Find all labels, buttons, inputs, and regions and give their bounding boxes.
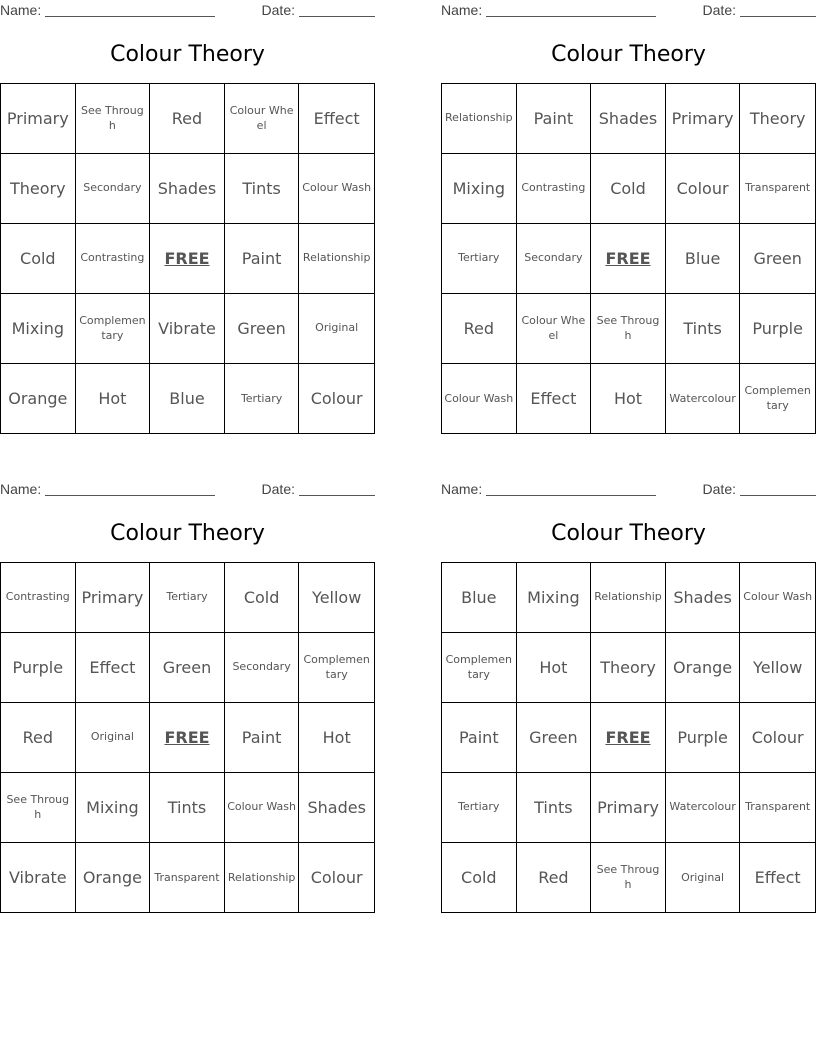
bingo-cell: See Through [76, 84, 151, 154]
bingo-cell: Cold [442, 843, 517, 913]
card-title: Colour Theory [110, 42, 265, 67]
name-field [441, 481, 656, 497]
bingo-cell: Paint [225, 703, 300, 773]
bingo-cell: Secondary [225, 633, 300, 703]
bingo-cell: Yellow [740, 633, 815, 703]
bingo-cell: Theory [740, 84, 815, 154]
bingo-cell: Red [150, 84, 225, 154]
date-field [262, 481, 375, 497]
bingo-grid [441, 83, 816, 434]
bingo-cell: Paint [225, 224, 300, 294]
bingo-cell: Tertiary [225, 364, 300, 434]
name-blank-line [45, 2, 215, 17]
bingo-cell: Green [740, 224, 815, 294]
bingo-cell: Vibrate [150, 294, 225, 364]
bingo-cell: Tertiary [442, 224, 517, 294]
bingo-cell: Relationship [591, 563, 666, 633]
bingo-card [0, 479, 375, 913]
bingo-cell: Tints [225, 154, 300, 224]
bingo-cell: Tints [666, 294, 741, 364]
bingo-cell: Contrasting [517, 154, 592, 224]
card-title: Colour Theory [551, 521, 706, 546]
bingo-grid [0, 562, 375, 913]
bingo-cell: Secondary [76, 154, 151, 224]
bingo-cell: Colour Wheel [517, 294, 592, 364]
date-label: Date: [261, 481, 295, 497]
bingo-cell: Colour [310, 389, 363, 409]
bingo-cell: Shades [591, 84, 666, 154]
name-blank-line [486, 481, 656, 496]
bingo-cell: Watercolour [666, 773, 741, 843]
bingo-card [441, 479, 816, 913]
bingo-cell: Red [1, 703, 76, 773]
bingo-cell: Primary [591, 773, 666, 843]
bingo-cell: Original [666, 843, 741, 913]
bingo-cell: Shades [150, 154, 225, 224]
name-date-header [441, 479, 816, 501]
bingo-cell: Colour Wash [442, 364, 517, 434]
bingo-cell: Mixing [1, 294, 76, 364]
date-blank-line [299, 481, 375, 496]
bingo-cell: Hot [299, 703, 374, 773]
bingo-cell: Colour Wash [299, 154, 374, 224]
bingo-card [441, 0, 816, 434]
bingo-cell: Shades [299, 773, 374, 843]
bingo-cell: Hot [517, 633, 592, 703]
name-field [441, 2, 656, 18]
bingo-cell: See Through [591, 294, 666, 364]
bingo-cell: Orange [76, 843, 151, 913]
bingo-cell: Relationship [442, 84, 517, 154]
date-label: Date: [702, 2, 736, 18]
bingo-cell: Hot [591, 364, 666, 434]
bingo-cell: Colour [740, 703, 815, 773]
date-blank-line [740, 481, 816, 496]
bingo-cell: Effect [299, 84, 374, 154]
bingo-cell: Red [442, 294, 517, 364]
bingo-cell: See Through [591, 843, 666, 913]
bingo-cell: Theory [1, 154, 76, 224]
free-space-cell: FREE [591, 703, 666, 773]
bingo-cell: Secondary [517, 224, 592, 294]
card-title: Colour Theory [551, 42, 706, 67]
bingo-cell: Mixing [517, 563, 592, 633]
name-label: Name: [0, 2, 42, 18]
bingo-cell: Colour [666, 154, 741, 224]
free-space-cell: FREE [150, 703, 225, 773]
bingo-cell: Mixing [76, 773, 151, 843]
bingo-cell: Colour Wash [740, 563, 815, 633]
bingo-cell: Contrasting [76, 224, 151, 294]
bingo-cell: Complementary [442, 633, 517, 703]
bingo-cell: Tints [517, 773, 592, 843]
bingo-cell: Blue [666, 224, 741, 294]
bingo-cell: Tertiary [150, 563, 225, 633]
bingo-cell: Green [150, 633, 225, 703]
name-label: Name: [441, 2, 483, 18]
bingo-cell: Colour [310, 868, 363, 888]
bingo-cell: Paint [442, 703, 517, 773]
name-label: Name: [441, 481, 483, 497]
bingo-cell: Effect [754, 868, 801, 888]
bingo-cell: Orange [666, 633, 741, 703]
bingo-cell: Transparent [150, 843, 225, 913]
bingo-cell: Primary [666, 84, 741, 154]
date-field [262, 2, 375, 18]
bingo-grid [0, 83, 375, 434]
free-space-cell: FREE [591, 224, 666, 294]
bingo-cell: Contrasting [1, 563, 76, 633]
bingo-grid [441, 562, 816, 913]
name-blank-line [45, 481, 215, 496]
bingo-cell: Original [76, 703, 151, 773]
bingo-cell: Colour Wheel [225, 84, 300, 154]
bingo-cell: Blue [150, 364, 225, 434]
bingo-cell: Mixing [442, 154, 517, 224]
bingo-cell: Watercolour [666, 364, 741, 434]
name-label: Name: [0, 481, 42, 497]
bingo-cell: See Through [1, 773, 76, 843]
bingo-cell: Original [299, 294, 374, 364]
bingo-cell: Vibrate [1, 843, 76, 913]
bingo-cell: Effect [76, 633, 151, 703]
bingo-cell: Transparent [740, 773, 815, 843]
bingo-cell: Complementary [299, 633, 374, 703]
name-date-header [0, 479, 375, 501]
bingo-cell: Green [225, 294, 300, 364]
bingo-cell: Orange [1, 364, 76, 434]
bingo-cell: Relationship [299, 224, 374, 294]
bingo-cell: Hot [76, 364, 151, 434]
bingo-cell: Purple [666, 703, 741, 773]
bingo-cell: Primary [76, 563, 151, 633]
bingo-cell: Transparent [740, 154, 815, 224]
card-title: Colour Theory [110, 521, 265, 546]
bingo-cell: Cold [591, 154, 666, 224]
bingo-cell: Tertiary [442, 773, 517, 843]
bingo-cell: Red [517, 843, 592, 913]
free-space-cell: FREE [150, 224, 225, 294]
bingo-cell: Yellow [299, 563, 374, 633]
bingo-cell: Purple [740, 294, 815, 364]
bingo-cell: Primary [1, 84, 76, 154]
bingo-cell: Effect [517, 364, 592, 434]
bingo-cell: Shades [666, 563, 741, 633]
name-date-header [441, 0, 816, 22]
bingo-cell: Paint [517, 84, 592, 154]
bingo-cell: Relationship [225, 843, 300, 913]
date-label: Date: [261, 2, 295, 18]
date-field [703, 481, 816, 497]
date-label: Date: [702, 481, 736, 497]
name-field [0, 481, 215, 497]
bingo-cell: Cold [1, 224, 76, 294]
bingo-cell: Complementary [76, 294, 151, 364]
bingo-cell: Tints [150, 773, 225, 843]
bingo-cell: Theory [591, 633, 666, 703]
name-blank-line [486, 2, 656, 17]
bingo-cell: Blue [442, 563, 517, 633]
date-blank-line [740, 2, 816, 17]
bingo-cell: Complementary [744, 384, 811, 412]
name-date-header [0, 0, 375, 22]
bingo-cell: Green [517, 703, 592, 773]
bingo-cell: Cold [225, 563, 300, 633]
bingo-card [0, 0, 375, 434]
bingo-cell: Colour Wash [225, 773, 300, 843]
date-blank-line [299, 2, 375, 17]
date-field [703, 2, 816, 18]
name-field [0, 2, 215, 18]
bingo-cell: Purple [1, 633, 76, 703]
